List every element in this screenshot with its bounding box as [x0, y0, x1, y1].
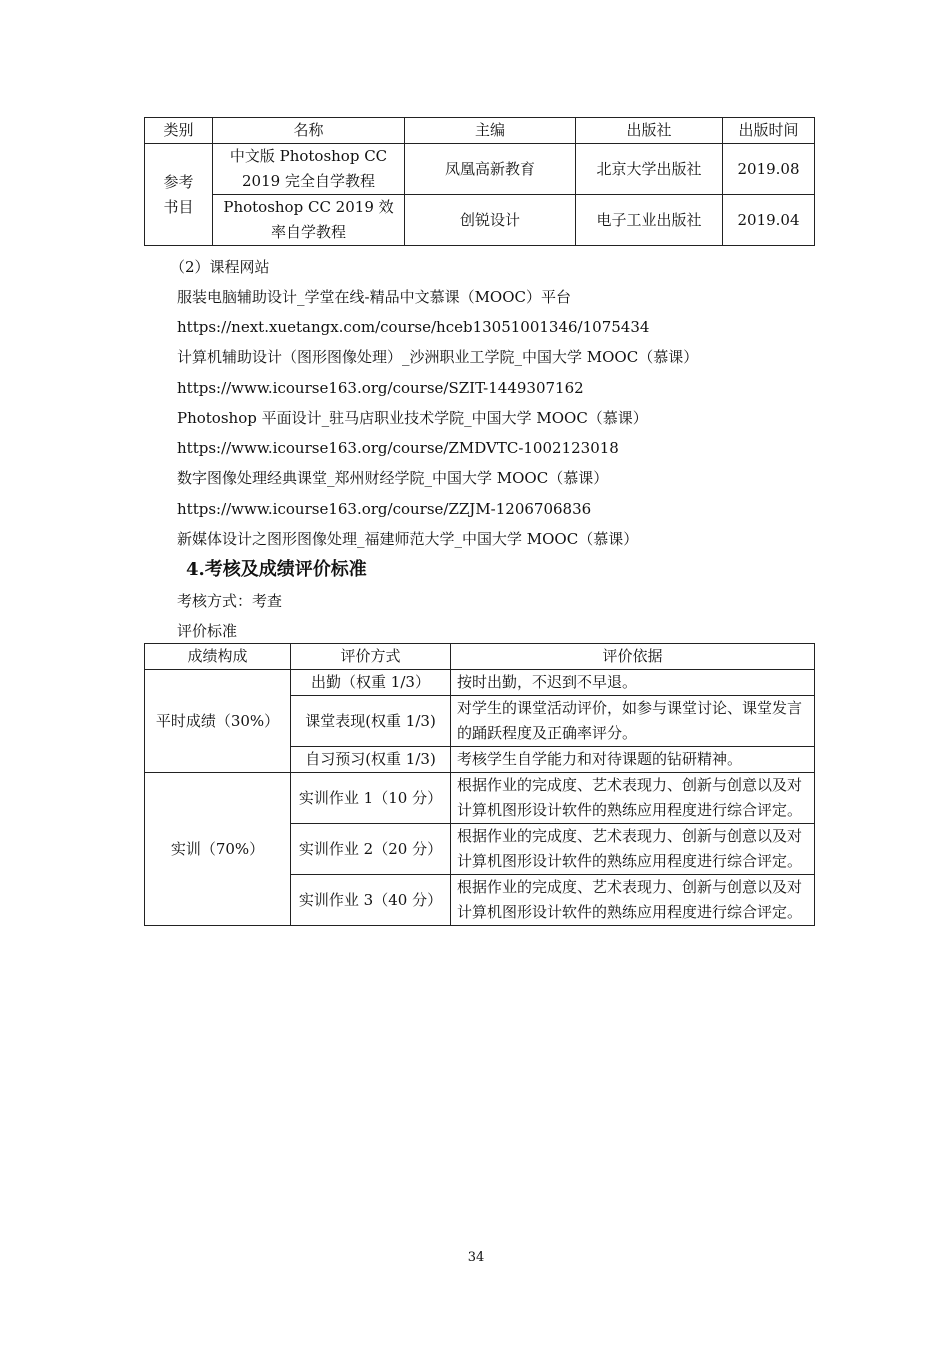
basis-cell: 根据作业的完成度、艺术表现力、创新与创意以及对计算机图形设计软件的熟练应用程度进行综合评定。 — [451, 824, 815, 875]
component-cell: 平时成绩（30%） — [145, 670, 291, 773]
table-row — [145, 195, 815, 246]
book-date: 2019.04 — [723, 195, 815, 246]
table-header-row — [145, 644, 815, 670]
method-cell: 实训作业 1（10 分） — [291, 773, 451, 824]
website-url[interactable]: https://next.xuetangx.com/course/hceb13051001346/1075434 — [177, 318, 650, 336]
basis-cell: 按时出勤，不迟到不早退。 — [451, 670, 815, 696]
website-line: 新媒体设计之图形图像处理_福建师范大学_中国大学 MOOC（慕课） — [177, 530, 639, 548]
grading-table — [144, 643, 815, 926]
websites-title: （2）课程网站 — [170, 258, 270, 276]
table-row — [145, 144, 815, 195]
criteria-label: 评价标准 — [177, 622, 238, 640]
website-line: Photoshop 平面设计_驻马店职业技术学院_中国大学 MOOC（慕课） — [177, 409, 648, 427]
col-header: 类别 — [145, 118, 213, 144]
method-cell: 课堂表现(权重 1/3) — [291, 696, 451, 747]
col-header: 出版时间 — [723, 118, 815, 144]
method-cell: 实训作业 3（40 分） — [291, 875, 451, 926]
website-url[interactable]: https://www.icourse163.org/course/SZIT-1449307162 — [177, 379, 584, 397]
reference-books-table — [144, 117, 815, 246]
website-line: 计算机辅助设计（图形图像处理）_沙洲职业工学院_中国大学 MOOC（慕课） — [177, 348, 699, 366]
method-cell: 自习预习(权重 1/3) — [291, 747, 451, 773]
book-publisher: 电子工业出版社 — [576, 195, 723, 246]
assessment-method: 考核方式：考查 — [177, 592, 283, 610]
table-header-row — [145, 118, 815, 144]
book-date: 2019.08 — [723, 144, 815, 195]
col-header: 评价依据 — [451, 644, 815, 670]
book-name: Photoshop CC 2019 效率自学教程 — [213, 195, 405, 246]
book-editor: 创锐设计 — [405, 195, 576, 246]
table-row — [145, 773, 815, 824]
col-header: 主编 — [405, 118, 576, 144]
page-number: 34 — [467, 1250, 485, 1265]
basis-cell: 根据作业的完成度、艺术表现力、创新与创意以及对计算机图形设计软件的熟练应用程度进行综合评定。 — [451, 875, 815, 926]
book-publisher: 北京大学出版社 — [576, 144, 723, 195]
category-cell: 参考 书目 — [145, 144, 213, 246]
website-url[interactable]: https://www.icourse163.org/course/ZZJM-1206706836 — [177, 500, 592, 518]
method-cell: 实训作业 2（20 分） — [291, 824, 451, 875]
method-cell: 出勤（权重 1/3） — [291, 670, 451, 696]
basis-cell: 对学生的课堂活动评价，如参与课堂讨论、课堂发言的踊跃程度及正确率评分。 — [451, 696, 815, 747]
col-header: 出版社 — [576, 118, 723, 144]
website-line: 服装电脑辅助设计_学堂在线-精品中文慕课（MOOC）平台 — [177, 288, 572, 306]
website-url[interactable]: https://www.icourse163.org/course/ZMDVTC-1002123018 — [177, 439, 619, 457]
col-header: 评价方式 — [291, 644, 451, 670]
table-row — [145, 670, 815, 696]
section-heading: 4.考核及成绩评价标准 — [186, 559, 367, 580]
col-header: 成绩构成 — [145, 644, 291, 670]
basis-cell: 考核学生自学能力和对待课题的钻研精神。 — [451, 747, 815, 773]
book-editor: 凤凰高新教育 — [405, 144, 576, 195]
book-name: 中文版 Photoshop CC 2019 完全自学教程 — [213, 144, 405, 195]
website-line: 数字图像处理经典课堂_郑州财经学院_中国大学 MOOC（慕课） — [177, 469, 609, 487]
col-header: 名称 — [213, 118, 405, 144]
component-cell: 实训（70%） — [145, 773, 291, 926]
basis-cell: 根据作业的完成度、艺术表现力、创新与创意以及对计算机图形设计软件的熟练应用程度进行综合评定。 — [451, 773, 815, 824]
